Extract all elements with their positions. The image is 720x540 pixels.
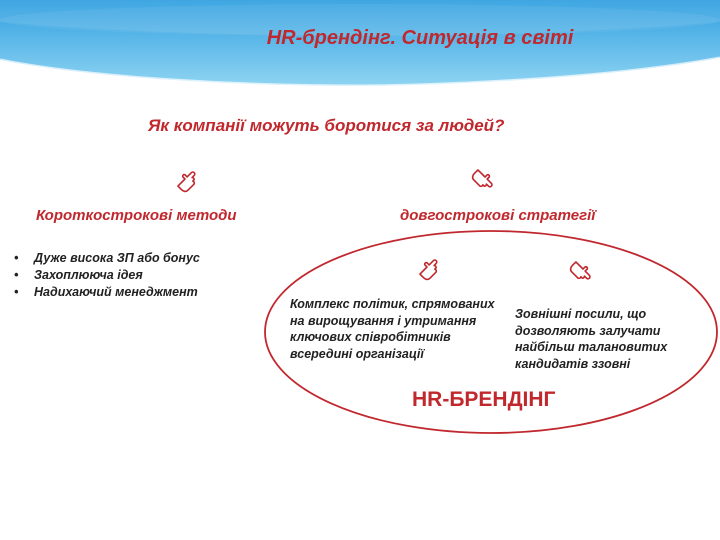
list-item: • Захоплююча ідея	[14, 267, 200, 284]
internal-policy-text: Комплекс політик, спрямованих на вирощування і утримання ключових співробітників всередині організації	[290, 297, 495, 361]
pointing-hand-icon	[167, 161, 204, 198]
pointing-hand-icon	[467, 159, 504, 196]
header-banner	[0, 0, 720, 86]
short-term-list	[14, 250, 200, 301]
question-text: Як компанії можуть боротися за людей?	[148, 116, 505, 135]
page-title: HR-брендінг. Ситуація в світі	[266, 27, 574, 49]
long-term-heading: довгострокові стратегії	[400, 207, 596, 224]
list-item: • Дуже висока ЗП або бонус	[14, 250, 200, 267]
external-message-text: Зовнішні посили, що дозволяють залучати найбільш талановитих кандидатів ззовні	[515, 307, 668, 371]
list-item: • Надихаючий менеджмент	[14, 284, 200, 301]
hr-branding-label: HR-БРЕНДІНГ	[412, 388, 556, 411]
short-term-heading: Короткострокові методи	[36, 207, 237, 224]
